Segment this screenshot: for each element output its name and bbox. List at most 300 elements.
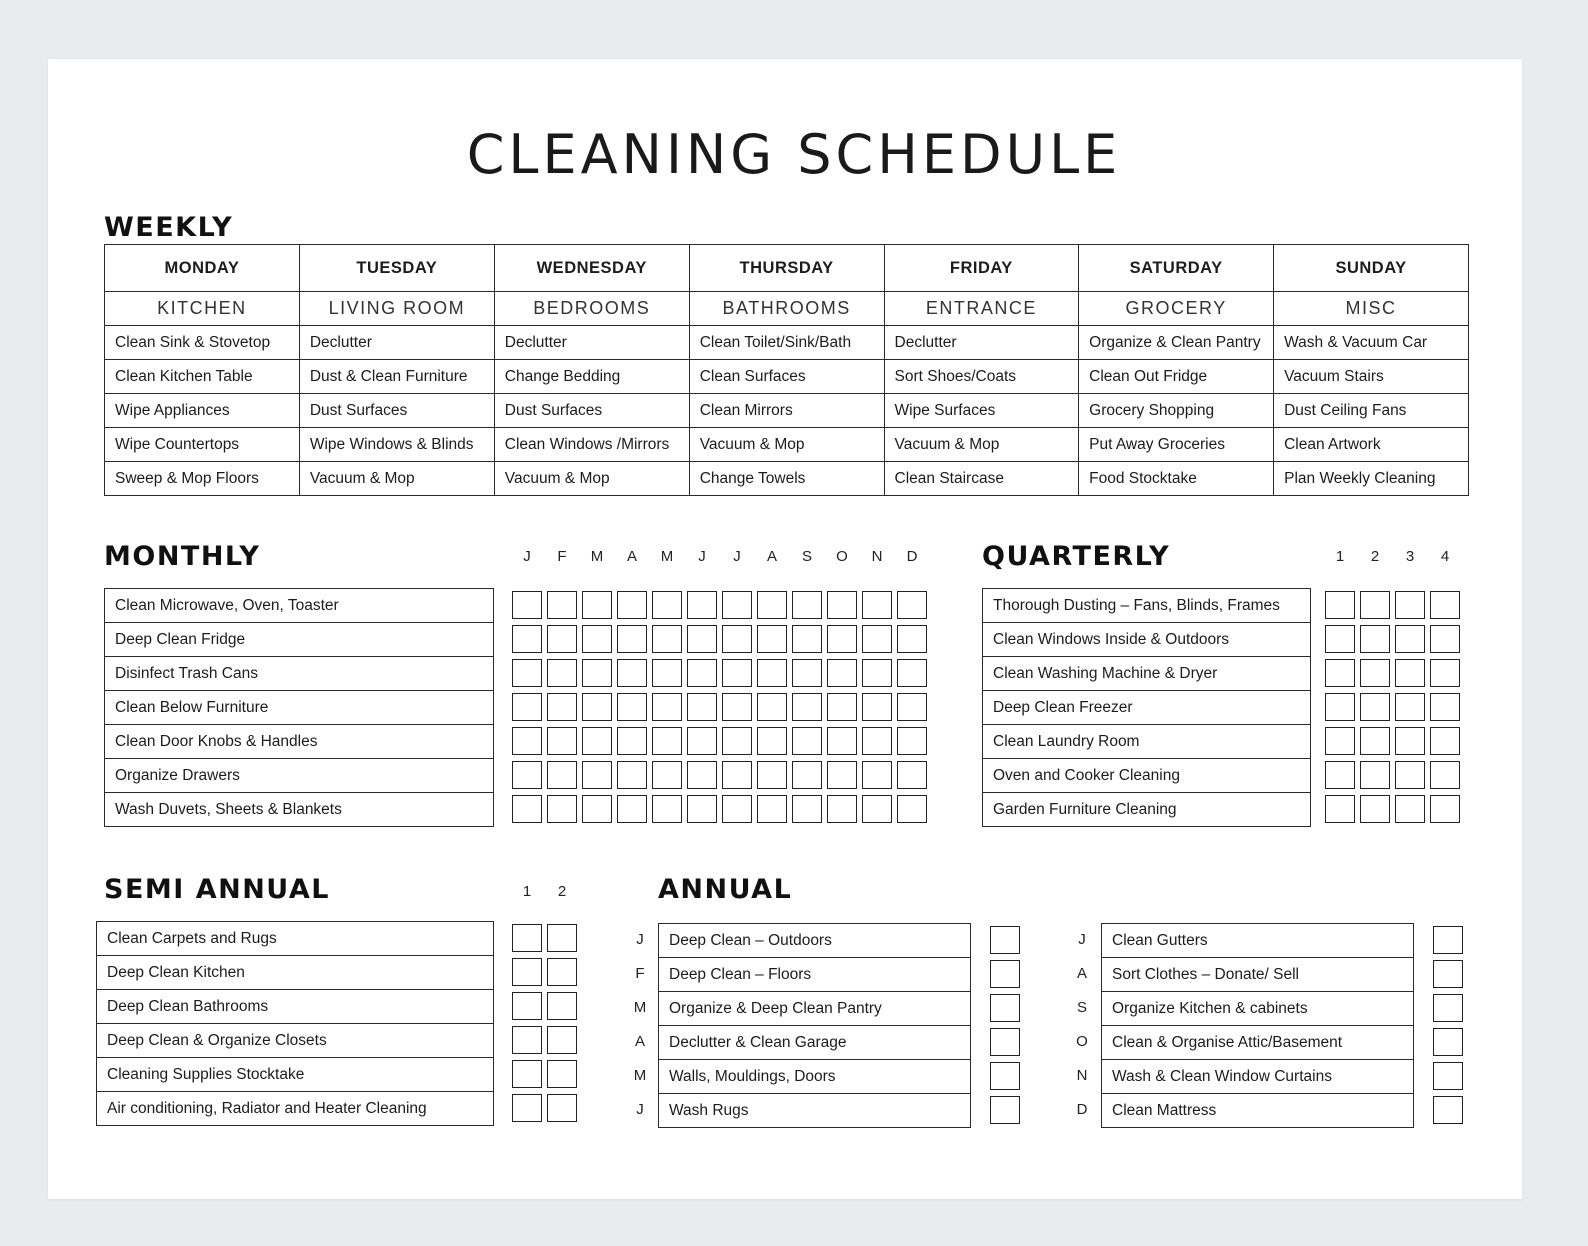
half-checkbox[interactable] [547,924,577,952]
month-checkbox[interactable] [687,795,717,823]
weekly-task-cell: Wipe Countertops [105,428,300,462]
month-checkbox[interactable] [512,795,542,823]
month-checkbox[interactable] [862,693,892,721]
weekly-task-cell: Plan Weekly Cleaning [1274,462,1469,496]
room-area-cell: BEDROOMS [494,292,689,326]
quarter-checkbox[interactable] [1360,693,1390,721]
month-checkbox[interactable] [862,761,892,789]
annual-task-row [659,992,971,1026]
month-checkbox[interactable] [582,591,612,619]
quarter-checkbox[interactable] [1325,795,1355,823]
quarter-checkbox[interactable] [1325,591,1355,619]
weekly-task-cell: Clean Windows /Mirrors [494,428,689,462]
room-area-cell: LIVING ROOM [299,292,494,326]
monthly-task-row [105,589,494,623]
month-label: O [836,548,848,565]
checkbox-row [512,992,577,1020]
month-checkbox[interactable] [652,625,682,653]
month-checkbox[interactable] [512,659,542,687]
quarter-checkbox[interactable] [1360,795,1390,823]
half-checkbox[interactable] [512,924,542,952]
annual-checkbox[interactable] [1433,926,1463,954]
quarter-checkbox[interactable] [1360,727,1390,755]
task-label: Clean Washing Machine & Dryer [983,657,1311,691]
annual-month-label: S [1076,999,1087,1016]
month-checkbox[interactable] [722,761,752,789]
quarterly-task-row [983,691,1311,725]
annual-month-label: D [1076,1101,1088,1118]
month-checkbox[interactable] [582,659,612,687]
annual-month-label: A [634,1033,645,1050]
task-label: Clean Microwave, Oven, Toaster [105,589,494,623]
task-label: Deep Clean Freezer [983,691,1311,725]
task-label: Deep Clean & Organize Closets [97,1024,494,1058]
weekly-task-cell: Clean Sink & Stovetop [105,326,300,360]
month-checkbox[interactable] [757,625,787,653]
month-checkbox[interactable] [687,591,717,619]
half-labels [512,883,577,900]
task-label: Deep Clean Bathrooms [97,990,494,1024]
quarter-checkbox[interactable] [1395,693,1425,721]
quarter-checkbox[interactable] [1430,693,1460,721]
quarter-labels [1325,548,1460,565]
task-label: Oven and Cooker Cleaning [983,759,1311,793]
checkbox-row [512,1060,577,1088]
month-checkbox[interactable] [687,693,717,721]
checkbox-row [1325,761,1460,789]
month-checkbox[interactable] [827,625,857,653]
weekly-task-row [105,326,1469,360]
checkbox-row [512,693,927,721]
annual-checkbox[interactable] [990,960,1020,988]
month-checkbox[interactable] [547,625,577,653]
month-label: J [523,548,531,565]
quarter-checkbox[interactable] [1430,761,1460,789]
weekly-task-row [105,462,1469,496]
annual-left-table [658,923,971,1128]
month-checkbox[interactable] [862,625,892,653]
month-checkbox[interactable] [827,693,857,721]
annual-month-label: J [636,931,644,948]
month-checkbox[interactable] [757,727,787,755]
half-label: 2 [557,883,567,900]
month-checkbox[interactable] [512,625,542,653]
month-checkbox[interactable] [547,761,577,789]
quarter-checkbox[interactable] [1325,727,1355,755]
month-checkbox[interactable] [652,727,682,755]
quarterly-checkbox-grid [1325,591,1460,823]
task-label: Air conditioning, Radiator and Heater Cleaning [97,1092,494,1126]
month-checkbox[interactable] [757,591,787,619]
month-label: J [733,548,741,565]
quarter-checkbox[interactable] [1395,659,1425,687]
weekly-task-row [105,394,1469,428]
annual-task-row [1102,958,1414,992]
month-checkbox[interactable] [897,625,927,653]
annual-task-row [659,1060,971,1094]
annual-task-row [1102,1094,1414,1128]
quarter-checkbox[interactable] [1360,625,1390,653]
checkbox-row [1433,1096,1463,1124]
month-label: J [698,548,706,565]
monthly-task-row [105,793,494,827]
quarter-label: 1 [1335,548,1345,565]
month-checkbox[interactable] [617,761,647,789]
month-label: M [660,548,674,565]
weekly-task-cell: Vacuum & Mop [494,462,689,496]
quarter-label: 4 [1440,548,1450,565]
month-checkbox[interactable] [512,591,542,619]
annual-task-row [659,924,971,958]
month-labels [512,548,927,565]
monthly-checkbox-grid [512,591,927,823]
checkbox-row [1433,1028,1463,1056]
quarter-checkbox[interactable] [1325,659,1355,687]
month-checkbox[interactable] [582,761,612,789]
month-label: M [590,548,604,565]
half-label: 1 [522,883,532,900]
weekly-task-cell: Food Stocktake [1079,462,1274,496]
room-area-cell: MISC [1274,292,1469,326]
month-checkbox[interactable] [862,659,892,687]
weekly-task-cell: Wash & Vacuum Car [1274,326,1469,360]
weekly-task-cell: Sweep & Mop Floors [105,462,300,496]
weekly-task-row [105,428,1469,462]
month-checkbox[interactable] [862,591,892,619]
month-checkbox[interactable] [827,727,857,755]
month-checkbox[interactable] [792,727,822,755]
weekly-task-cell: Grocery Shopping [1079,394,1274,428]
month-checkbox[interactable] [792,591,822,619]
annual-right-table [1101,923,1414,1128]
monthly-task-row [105,759,494,793]
weekly-day-row [105,245,1469,292]
checkbox-row [512,1094,577,1122]
checkbox-row [990,1028,1020,1056]
month-checkbox[interactable] [827,761,857,789]
weekly-task-cell: Wipe Surfaces [884,394,1079,428]
month-checkbox[interactable] [757,761,787,789]
monthly-heading: MONTHLY [104,541,261,572]
task-label: Clean Mattress [1102,1094,1414,1128]
month-checkbox[interactable] [897,659,927,687]
weekly-task-cell: Vacuum & Mop [299,462,494,496]
monthly-task-row [105,725,494,759]
month-checkbox[interactable] [652,693,682,721]
month-label: A [626,548,637,565]
month-checkbox[interactable] [897,591,927,619]
month-checkbox[interactable] [512,693,542,721]
task-label: Wash & Clean Window Curtains [1102,1060,1414,1094]
month-checkbox[interactable] [617,591,647,619]
month-label: D [906,548,918,565]
checkbox-row [1325,659,1460,687]
annual-checkbox[interactable] [1433,1028,1463,1056]
month-checkbox[interactable] [792,625,822,653]
month-checkbox[interactable] [687,625,717,653]
weekly-task-cell: Dust Surfaces [494,394,689,428]
month-checkbox[interactable] [757,693,787,721]
month-checkbox[interactable] [827,659,857,687]
month-checkbox[interactable] [617,625,647,653]
checkbox-row [512,625,927,653]
annual-checkbox[interactable] [1433,960,1463,988]
quarterly-task-row [983,657,1311,691]
semi-annual-task-row [97,1058,494,1092]
task-label: Organize Kitchen & cabinets [1102,992,1414,1026]
month-checkbox[interactable] [652,591,682,619]
task-label: Wash Duvets, Sheets & Blankets [105,793,494,827]
weekly-task-cell: Clean Surfaces [689,360,884,394]
quarter-checkbox[interactable] [1325,693,1355,721]
task-label: Clean Windows Inside & Outdoors [983,623,1311,657]
month-checkbox[interactable] [897,693,927,721]
month-checkbox[interactable] [687,727,717,755]
month-checkbox[interactable] [757,795,787,823]
month-label: F [557,548,567,565]
weekly-task-cell: Wipe Appliances [105,394,300,428]
month-checkbox[interactable] [512,761,542,789]
annual-right-month-labels [1073,923,1091,1127]
month-checkbox[interactable] [652,761,682,789]
quarter-checkbox[interactable] [1360,591,1390,619]
half-checkbox[interactable] [547,1060,577,1088]
annual-month-label: J [636,1101,644,1118]
checkbox-row [512,795,927,823]
checkbox-row [512,924,577,952]
quarter-checkbox[interactable] [1395,591,1425,619]
month-checkbox[interactable] [862,795,892,823]
month-checkbox[interactable] [652,659,682,687]
checkbox-row [512,659,927,687]
weekly-heading: WEEKLY [104,212,234,243]
month-checkbox[interactable] [582,795,612,823]
weekly-table [104,244,1469,496]
quarterly-task-row [983,725,1311,759]
annual-task-row [1102,992,1414,1026]
weekly-task-row [105,360,1469,394]
checkbox-row [1325,625,1460,653]
half-checkbox[interactable] [512,1026,542,1054]
weekday-header: SUNDAY [1274,245,1469,292]
annual-checkbox[interactable] [990,926,1020,954]
annual-checkbox[interactable] [1433,994,1463,1022]
quarterly-task-row [983,759,1311,793]
half-checkbox[interactable] [547,992,577,1020]
half-checkbox[interactable] [512,1094,542,1122]
weekly-task-cell: Clean Toilet/Sink/Bath [689,326,884,360]
task-label: Clean Laundry Room [983,725,1311,759]
month-label: S [801,548,812,565]
weekly-task-cell: Put Away Groceries [1079,428,1274,462]
month-checkbox[interactable] [547,659,577,687]
annual-left-month-labels [631,923,649,1127]
month-checkbox[interactable] [722,727,752,755]
weekday-header: WEDNESDAY [494,245,689,292]
annual-task-row [1102,924,1414,958]
half-checkbox[interactable] [512,992,542,1020]
month-checkbox[interactable] [617,727,647,755]
month-checkbox[interactable] [617,693,647,721]
month-checkbox[interactable] [652,795,682,823]
checkbox-row [990,994,1020,1022]
month-checkbox[interactable] [722,625,752,653]
checkbox-row [1433,1062,1463,1090]
annual-task-row [659,958,971,992]
task-label: Wash Rugs [659,1094,971,1128]
task-label: Organize & Deep Clean Pantry [659,992,971,1026]
checkbox-row [1433,926,1463,954]
task-label: Clean & Organise Attic/Basement [1102,1026,1414,1060]
month-checkbox[interactable] [687,761,717,789]
task-label: Garden Furniture Cleaning [983,793,1311,827]
annual-task-row [659,1094,971,1128]
month-checkbox[interactable] [792,761,822,789]
annual-heading: ANNUAL [658,874,793,905]
month-checkbox[interactable] [547,795,577,823]
quarter-checkbox[interactable] [1395,625,1425,653]
month-checkbox[interactable] [547,727,577,755]
month-label: N [871,548,883,565]
annual-task-row [1102,1026,1414,1060]
month-label: A [766,548,777,565]
annual-month-label: F [635,965,645,982]
quarter-checkbox[interactable] [1395,761,1425,789]
month-checkbox[interactable] [862,727,892,755]
checkbox-row [1325,727,1460,755]
task-label: Deep Clean – Floors [659,958,971,992]
annual-checkbox[interactable] [1433,1062,1463,1090]
annual-checkbox[interactable] [990,1028,1020,1056]
checkbox-row [1325,795,1460,823]
task-label: Clean Carpets and Rugs [97,922,494,956]
task-label: Declutter & Clean Garage [659,1026,971,1060]
month-checkbox[interactable] [722,659,752,687]
annual-month-label: M [633,1067,647,1084]
weekly-area-row [105,292,1469,326]
month-checkbox[interactable] [897,761,927,789]
quarter-checkbox[interactable] [1430,795,1460,823]
weekly-task-cell: Clean Artwork [1274,428,1469,462]
month-checkbox[interactable] [722,795,752,823]
checkbox-row [512,761,927,789]
room-area-cell: BATHROOMS [689,292,884,326]
month-checkbox[interactable] [792,693,822,721]
annual-checkbox[interactable] [990,1096,1020,1124]
half-checkbox[interactable] [512,1060,542,1088]
semi-annual-checkbox-grid [512,924,577,1122]
annual-month-label: O [1076,1033,1088,1050]
weekday-header: THURSDAY [689,245,884,292]
semi-annual-task-row [97,956,494,990]
weekday-header: SATURDAY [1079,245,1274,292]
quarter-checkbox[interactable] [1430,659,1460,687]
weekly-task-cell: Clean Mirrors [689,394,884,428]
month-checkbox[interactable] [687,659,717,687]
semi-annual-task-table [96,921,494,1126]
quarter-checkbox[interactable] [1360,761,1390,789]
half-checkbox[interactable] [547,958,577,986]
month-checkbox[interactable] [897,727,927,755]
month-checkbox[interactable] [792,659,822,687]
checkbox-row [1433,960,1463,988]
annual-left-checkboxes [990,926,1020,1124]
semi-annual-task-row [97,922,494,956]
monthly-task-row [105,657,494,691]
half-checkbox[interactable] [547,1094,577,1122]
room-area-cell: KITCHEN [105,292,300,326]
month-checkbox[interactable] [582,625,612,653]
annual-checkbox[interactable] [990,1062,1020,1090]
half-checkbox[interactable] [547,1026,577,1054]
quarter-checkbox[interactable] [1395,795,1425,823]
quarterly-task-table [982,588,1311,827]
weekly-task-cell: Dust & Clean Furniture [299,360,494,394]
quarterly-task-row [983,793,1311,827]
annual-task-row [1102,1060,1414,1094]
checkbox-row [1325,591,1460,619]
monthly-task-table [104,588,494,827]
quarter-checkbox[interactable] [1360,659,1390,687]
weekly-task-cell: Wipe Windows & Blinds [299,428,494,462]
quarter-checkbox[interactable] [1325,625,1355,653]
checkbox-row [990,960,1020,988]
weekly-task-cell: Organize & Clean Pantry [1079,326,1274,360]
month-checkbox[interactable] [827,591,857,619]
half-checkbox[interactable] [512,958,542,986]
task-label: Sort Clothes – Donate/ Sell [1102,958,1414,992]
month-checkbox[interactable] [512,727,542,755]
weekly-task-cell: Vacuum Stairs [1274,360,1469,394]
month-checkbox[interactable] [722,591,752,619]
month-checkbox[interactable] [547,693,577,721]
room-area-cell: GROCERY [1079,292,1274,326]
month-checkbox[interactable] [897,795,927,823]
checkbox-row [1433,994,1463,1022]
quarter-checkbox[interactable] [1430,625,1460,653]
quarterly-heading: QUARTERLY [982,541,1171,572]
month-checkbox[interactable] [617,795,647,823]
weekly-task-cell: Change Towels [689,462,884,496]
task-label: Disinfect Trash Cans [105,657,494,691]
weekly-task-cell: Clean Kitchen Table [105,360,300,394]
month-checkbox[interactable] [757,659,787,687]
month-checkbox[interactable] [827,795,857,823]
weekday-header: TUESDAY [299,245,494,292]
weekly-task-cell: Clean Out Fridge [1079,360,1274,394]
month-checkbox[interactable] [582,693,612,721]
quarter-checkbox[interactable] [1325,761,1355,789]
task-label: Clean Below Furniture [105,691,494,725]
month-checkbox[interactable] [582,727,612,755]
month-checkbox[interactable] [617,659,647,687]
annual-checkbox[interactable] [990,994,1020,1022]
weekly-task-cell: Vacuum & Mop [689,428,884,462]
semi-annual-task-row [97,1092,494,1126]
month-checkbox[interactable] [547,591,577,619]
annual-month-label: M [633,999,647,1016]
room-area-cell: ENTRANCE [884,292,1079,326]
month-checkbox[interactable] [792,795,822,823]
quarter-checkbox[interactable] [1395,727,1425,755]
annual-checkbox[interactable] [1433,1096,1463,1124]
quarter-checkbox[interactable] [1430,591,1460,619]
task-label: Organize Drawers [105,759,494,793]
month-checkbox[interactable] [722,693,752,721]
quarter-checkbox[interactable] [1430,727,1460,755]
quarter-label: 3 [1405,548,1415,565]
task-label: Walls, Mouldings, Doors [659,1060,971,1094]
